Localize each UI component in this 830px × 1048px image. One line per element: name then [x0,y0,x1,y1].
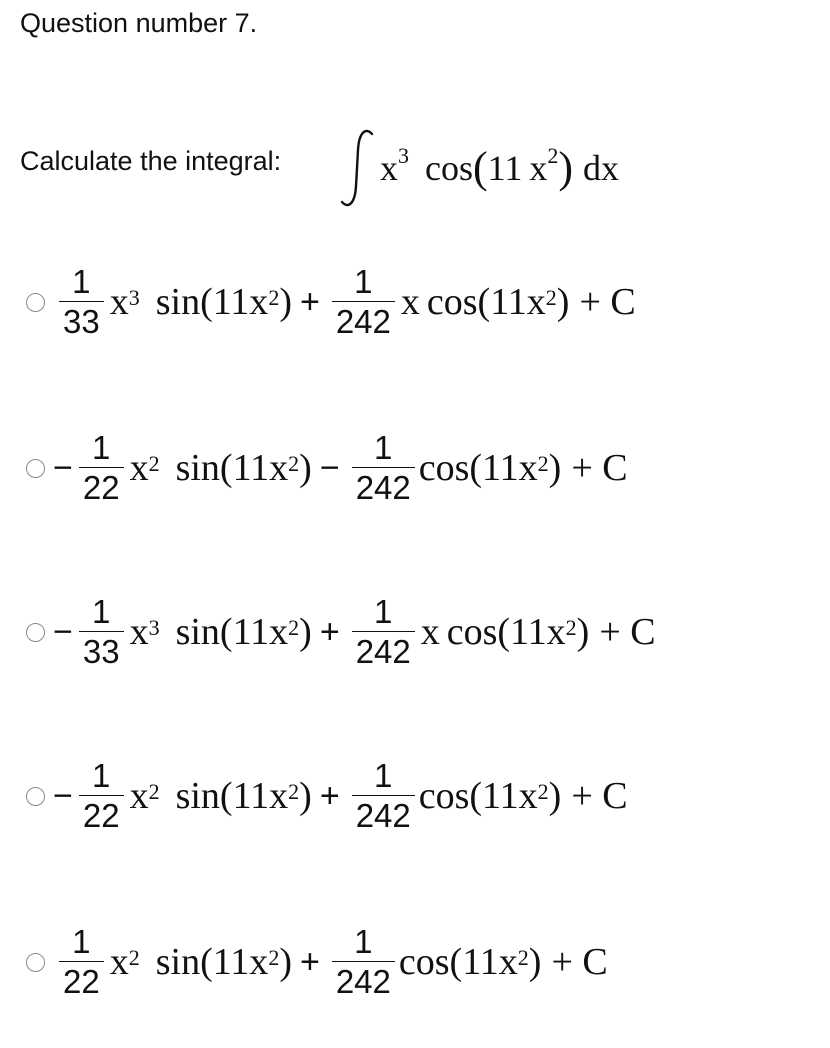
option-expression: − $\frac{1}{22}$ x $^2$ sin(11x $^2$ ) + $\frac{1}{242}$ cos(11x $^2$ ) + C [53,757,628,834]
question-prompt: Calculate the integral: [20,146,282,176]
integrand-coef: 11 [487,148,523,188]
answer-option-5[interactable] [26,912,608,1012]
term1-func: sin(11x [155,281,269,323]
radio-button[interactable] [26,293,45,312]
term1-close: ) [299,447,312,489]
lead-sign: − [53,776,73,815]
term2-var: x [400,281,420,323]
term1-func: sin(11x [175,775,289,817]
lead-sign: − [53,448,73,487]
mid-sign: + [319,776,340,815]
term1-var: x [109,941,129,983]
fraction-bar [59,301,104,302]
term1-var: x [129,775,149,817]
fraction-1 [59,265,104,338]
integrand-var: x [380,148,398,188]
numerator: 1 [354,923,373,961]
mid-sign: + [299,282,320,321]
fraction-1 [79,759,124,832]
fraction-1 [59,925,104,998]
radio-button[interactable] [26,623,45,642]
option-expression: − $\frac{1}{22}$ x $^2$ sin(11x $^2$ ) − $\frac{1}{242}$ cos(11x $^2$ ) + C [53,429,628,506]
fraction-bar [79,631,124,632]
numerator: 1 [374,757,393,795]
integrand-differential: dx [582,148,619,188]
fraction-bar [59,961,104,962]
mid-sign: + [319,612,340,651]
term2-func: cos(11x [398,941,518,983]
fraction-bar [352,631,415,632]
lead-sign: − [53,612,73,651]
term2-close: ) [548,447,562,489]
numerator: 1 [92,593,111,631]
answer-option-2[interactable] [26,418,628,518]
term2-func: cos(11x [446,611,566,653]
term2-func: cos(11x [418,447,538,489]
denominator: 33 [82,633,120,670]
option-expression: $\frac{1}{33}$ x $^3$ sin(11x $^2$ ) + $\frac{1}{242}$ x cos(11x $^2$ ) + C [51,265,636,338]
denominator: 242 [355,633,411,670]
integrand-inner-var: x [529,148,548,188]
numerator: 1 [354,263,373,301]
numerator: 1 [374,593,393,631]
constant-term: + C [571,447,628,489]
fraction-bar [332,301,395,302]
fraction-bar [352,795,415,796]
term1-close: ) [299,611,312,653]
integrand-close-paren: ) [558,143,573,192]
term2-close: ) [548,775,562,817]
integral-sign-icon [338,128,378,210]
mid-sign: + [299,942,320,981]
term2-close: ) [576,611,590,653]
option-expression: $\frac{1}{22}$ x $^2$ sin(11x $^2$ ) + $\frac{1}{242}$ cos(11x $^2$ ) + C [51,925,608,998]
denominator: 22 [63,963,100,1000]
term1-func: sin(11x [175,447,289,489]
fraction-2 [352,595,415,668]
fraction-2 [332,265,395,338]
question-number: Question number 7. [20,8,258,38]
numerator: 1 [72,263,91,301]
fraction-1 [79,431,124,504]
term2-func: cos(11x [426,281,546,323]
constant-term: + C [579,281,636,323]
numerator: 1 [374,429,393,467]
term2-close: ) [556,281,570,323]
radio-button[interactable] [26,459,45,478]
fraction-1 [79,595,124,668]
radio-button[interactable] [26,953,45,972]
term2-func: cos(11x [418,775,538,817]
integrand-open-paren: ( [473,143,488,192]
answer-option-1[interactable] [26,252,636,352]
denominator: 22 [82,797,120,834]
mid-sign: − [319,448,340,487]
fraction-2 [332,925,395,998]
numerator: 1 [72,923,91,961]
term1-var: x [129,447,149,489]
fraction-bar [79,795,124,796]
answer-option-3[interactable] [26,582,656,682]
fraction-bar [79,467,124,468]
option-expression: − $\frac{1}{33}$ x $^3$ sin(11x $^2$ ) + $\frac{1}{242}$ x cos(11x $^2$ ) + C [53,593,656,670]
fraction-2 [352,431,415,504]
answer-option-4[interactable] [26,746,628,846]
term1-close: ) [299,775,312,817]
term1-func: sin(11x [155,941,269,983]
term1-var: x [129,611,149,653]
radio-button[interactable] [26,787,45,806]
denominator: 242 [355,469,411,506]
term2-close: ) [528,941,542,983]
denominator: 242 [335,303,391,340]
integrand-func: cos [425,148,473,188]
denominator: 22 [82,469,120,506]
term2-var: x [420,611,440,653]
numerator: 1 [92,429,111,467]
integrand-var-exponent: 3 [398,143,409,168]
denominator: 242 [355,797,411,834]
term1-close: ) [279,281,292,323]
integrand-inner-exponent: 2 [547,143,559,168]
fraction-bar [352,467,415,468]
constant-term: + C [599,611,656,653]
term1-close: ) [279,941,292,983]
denominator: 242 [335,963,391,1000]
term1-var: x [109,281,129,323]
denominator: 33 [63,303,100,340]
term1-func: sin(11x [175,611,289,653]
fraction-2 [352,759,415,832]
constant-term: + C [551,941,608,983]
constant-term: + C [571,775,628,817]
fraction-bar [332,961,395,962]
numerator: 1 [92,757,111,795]
